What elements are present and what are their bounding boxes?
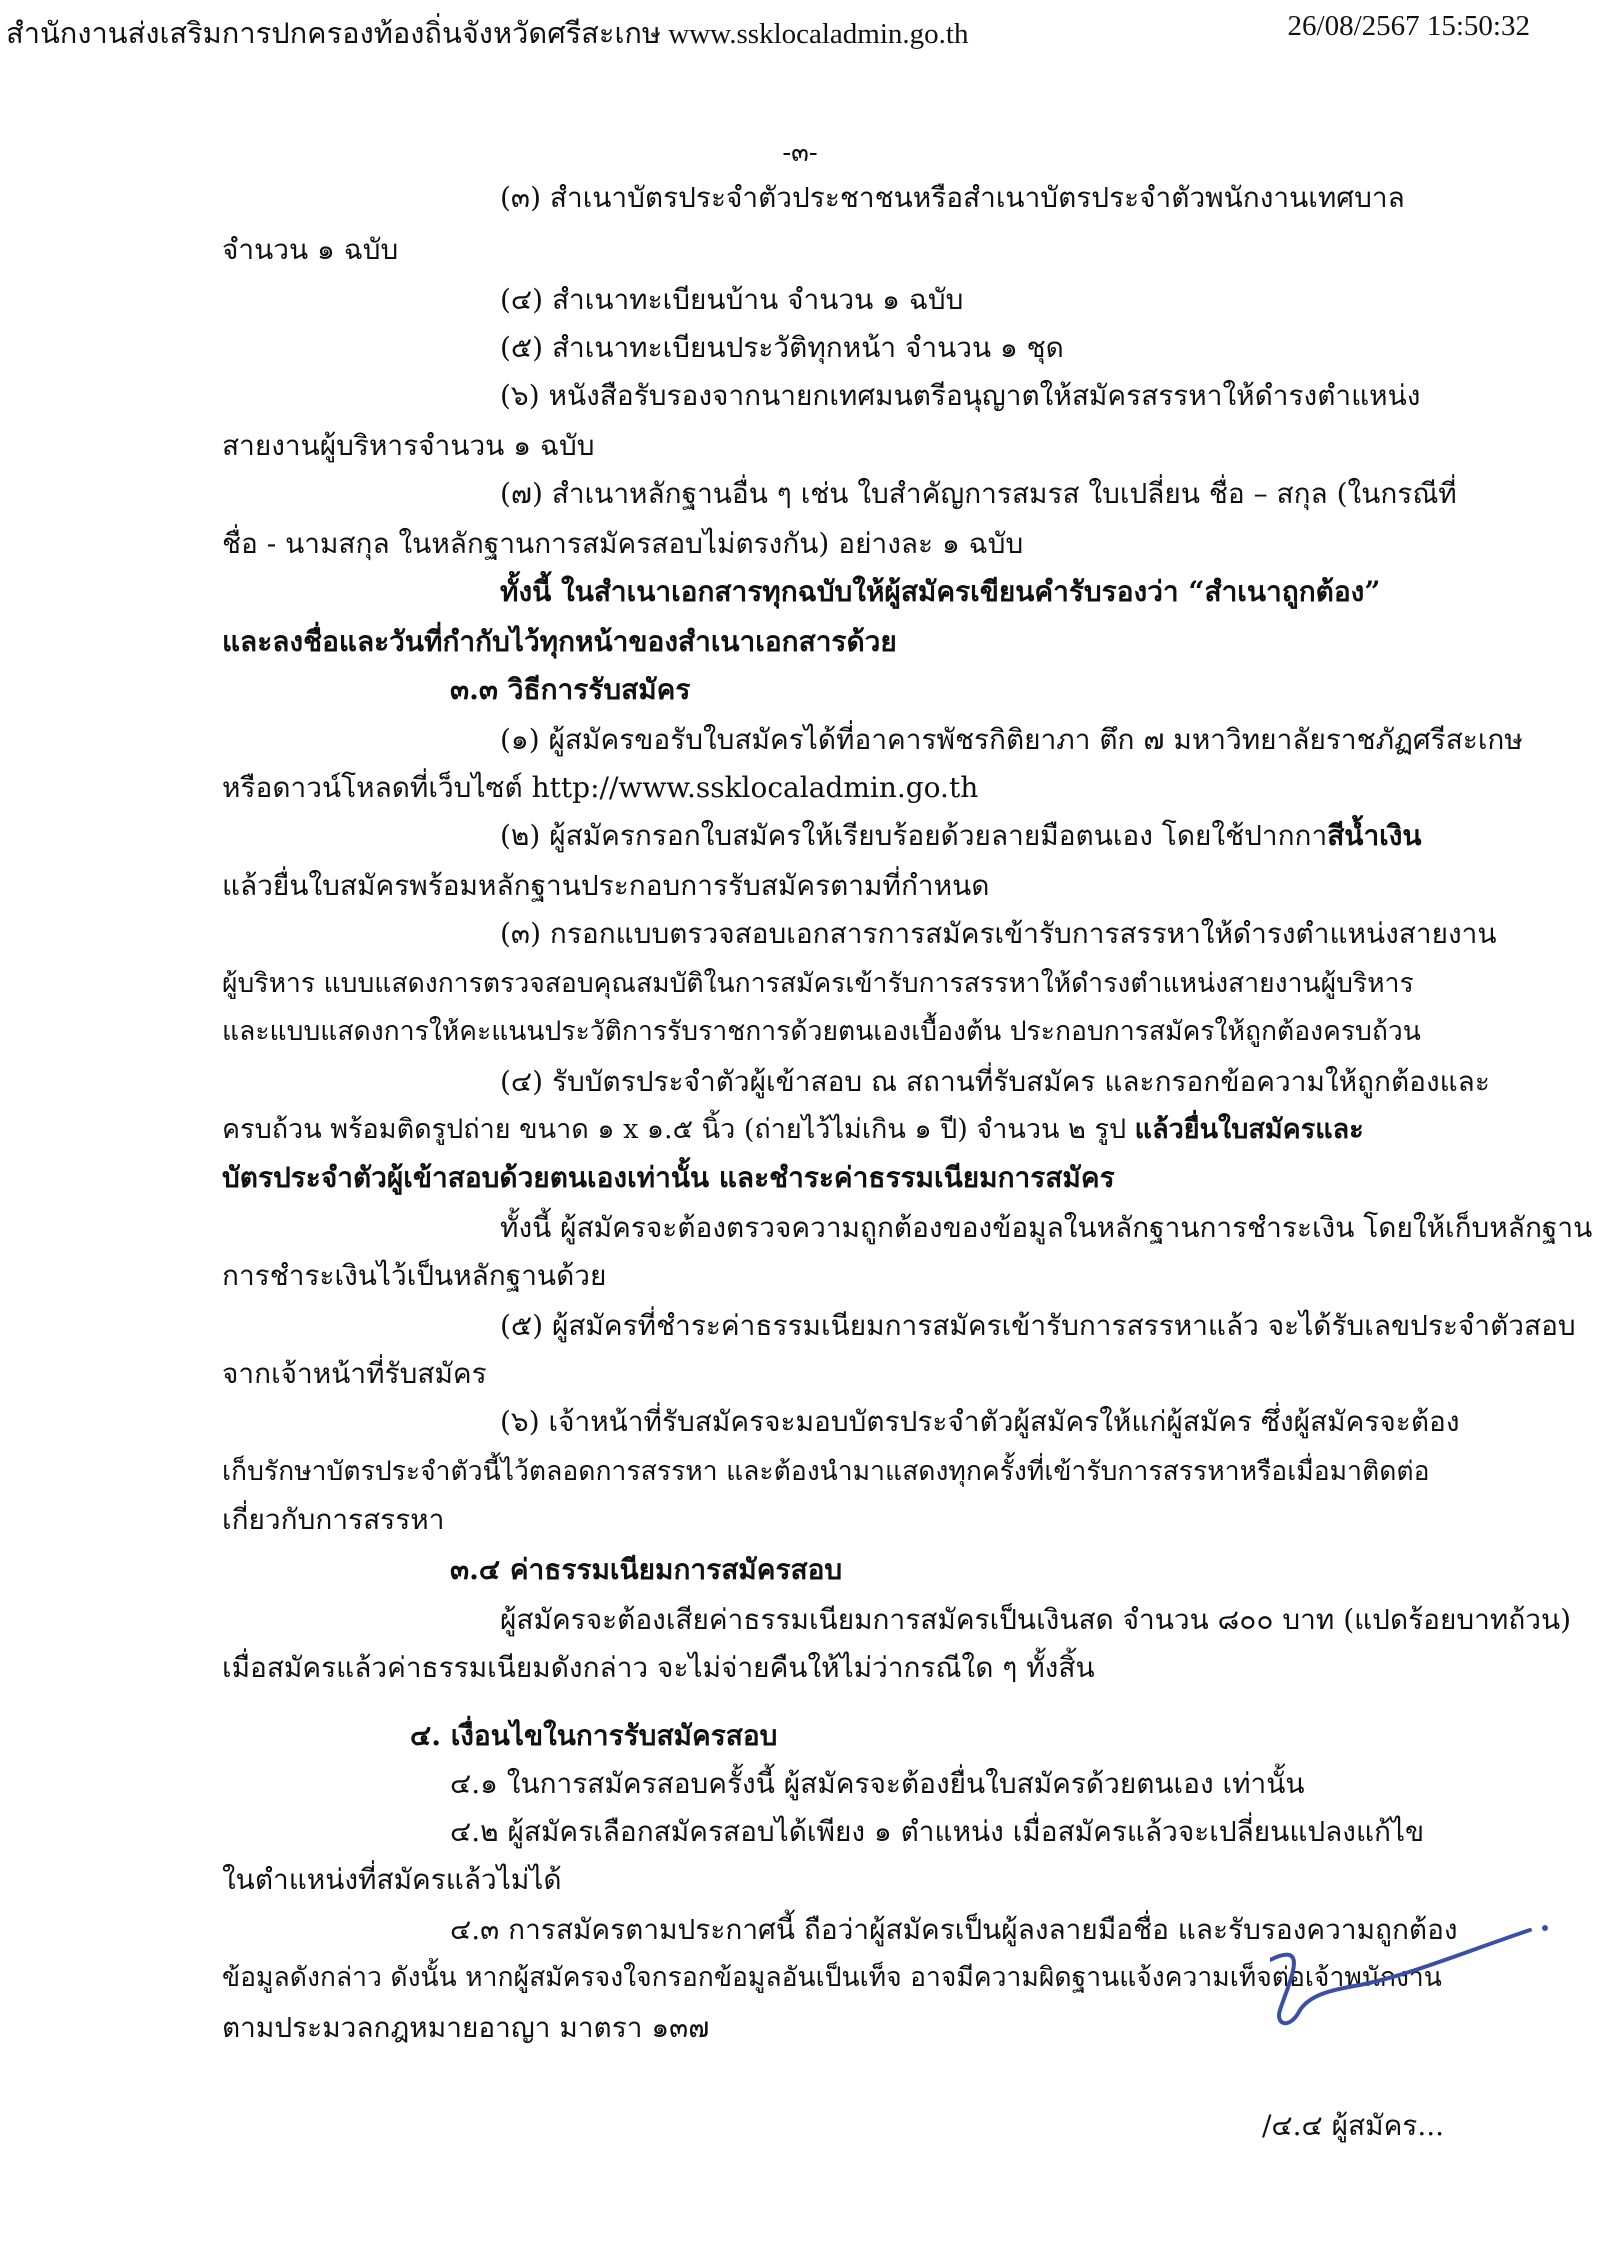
doc-line: (๖) เจ้าหน้าที่รับสมัครจะมอบบัตรประจำตัวผู้สมัครให้แก่ผู้สมัคร ซึ่งผู้สมัครจะต้อง bbox=[500, 1405, 1460, 1438]
doc-line: ข้อมูลดังกล่าว ดังนั้น หากผู้สมัครจงใจกรอกข้อมูลอันเป็นเท็จ อาจมีความผิดฐานแจ้งความเท็จต่อเจ้าพนักงาน bbox=[222, 1962, 1442, 1993]
doc-line: แล้วยื่นใบสมัครพร้อมหลักฐานประกอบการรับสมัครตามที่กำหนด bbox=[222, 869, 990, 902]
timestamp: 26/08/2567 15:50:32 bbox=[1287, 10, 1530, 42]
doc-line: (๔) สำเนาทะเบียนบ้าน จำนวน ๑ ฉบับ bbox=[500, 283, 964, 316]
doc-line: สายงานผู้บริหารจำนวน ๑ ฉบับ bbox=[222, 429, 595, 462]
doc-line: บัตรประจำตัวผู้เข้าสอบด้วยตนเองเท่านั้น และชำระค่าธรรมเนียมการสมัคร bbox=[222, 1161, 1115, 1194]
page-number: -๓- bbox=[782, 138, 818, 168]
section-heading: ๔. เงื่อนไขในการรับสมัครสอบ bbox=[410, 1719, 778, 1752]
doc-line: ผู้สมัครจะต้องเสียค่าธรรมเนียมการสมัครเป็นเงินสด จำนวน ๘๐๐ บาท (แปดร้อยบาทถ้วน) bbox=[500, 1603, 1572, 1636]
doc-line: ๔.๒ ผู้สมัครเลือกสมัครสอบได้เพียง ๑ ตำแหน่ง เมื่อสมัครแล้วจะเปลี่ยนแปลงแก้ไข bbox=[450, 1815, 1425, 1848]
doc-line: จำนวน ๑ ฉบับ bbox=[222, 233, 399, 266]
doc-line: (๖) หนังสือรับรองจากนายกเทศมนตรีอนุญาตให้สมัครสรรหาให้ดำรงตำแหน่ง bbox=[500, 379, 1421, 412]
source-url-text: สำนักงานส่งเสริมการปกครองท้องถิ่นจังหวัดศรีสะเกษ www.ssklocaladmin.go.th bbox=[6, 18, 969, 50]
doc-line: เมื่อสมัครแล้วค่าธรรมเนียมดังกล่าว จะไม่จ่ายคืนให้ไม่ว่ากรณีใด ๆ ทั้งสิ้น bbox=[222, 1651, 1095, 1684]
doc-line: ๔.๑ ในการสมัครสอบครั้งนี้ ผู้สมัครจะต้องยื่นใบสมัครด้วยตนเอง เท่านั้น bbox=[450, 1767, 1305, 1800]
doc-line: และลงชื่อและวันที่กำกับไว้ทุกหน้าของสำเนาเอกสารด้วย bbox=[222, 625, 897, 658]
doc-line: (๓) สำเนาบัตรประจำตัวประชาชนหรือสำเนาบัตรประจำตัวพนักงานเทศบาล bbox=[500, 181, 1405, 214]
doc-line: (๕) สำเนาทะเบียนประวัติทุกหน้า จำนวน ๑ ชุด bbox=[500, 331, 1064, 364]
doc-line: ผู้บริหาร แบบแสดงการตรวจสอบคุณสมบัติในการสมัครเข้ารับการสรรหาให้ดำรงตำแหน่งสายงานผู้บริหาร bbox=[222, 968, 1414, 999]
doc-line: ๔.๓ การสมัครตามประกาศนี้ ถือว่าผู้สมัครเป็นผู้ลงลายมือชื่อ และรับรองความถูกต้อง bbox=[450, 1913, 1458, 1946]
doc-line: (๓) กรอกแบบตรวจสอบเอกสารการสมัครเข้ารับการสรรหาให้ดำรงตำแหน่งสายงาน bbox=[500, 917, 1497, 950]
section-heading: ๓.๓ วิธีการรับสมัคร bbox=[450, 673, 691, 706]
doc-line: ตามประมวลกฎหมายอาญา มาตรา ๑๓๗ bbox=[222, 2011, 710, 2044]
doc-line: จากเจ้าหน้าที่รับสมัคร bbox=[222, 1357, 487, 1390]
doc-line-text: (๒) ผู้สมัครกรอกใบสมัครให้เรียบร้อยด้วยลายมือตนเอง โดยใช้ปากกา bbox=[500, 819, 1328, 852]
continuation-marker: /๔.๔ ผู้สมัคร... bbox=[1262, 2109, 1445, 2142]
doc-line: (๑) ผู้สมัครขอรับใบสมัครได้ที่อาคารพัชรกิติยาภา ตึก ๗ มหาวิทยาลัยราชภัฏศรีสะเกษ bbox=[500, 723, 1523, 756]
signature-mark bbox=[1270, 1920, 1570, 2120]
doc-line: และแบบแสดงการให้คะแนนประวัติการรับราชการด้วยตนเองเบื้องต้น ประกอบการสมัครให้ถูกต้องครบถ้วน bbox=[222, 1016, 1421, 1047]
doc-line: การชำระเงินไว้เป็นหลักฐานด้วย bbox=[222, 1259, 607, 1292]
doc-line: เก็บรักษาบัตรประจำตัวนี้ไว้ตลอดการสรรหา และต้องนำมาแสดงทุกครั้งที่เข้ารับการสรรหาหรือเมื่อมาติดต่อ bbox=[222, 1456, 1430, 1487]
doc-line: (๕) ผู้สมัครที่ชำระค่าธรรมเนียมการสมัครเข้ารับการสรรหาแล้ว จะได้รับเลขประจำตัวสอบ bbox=[500, 1309, 1576, 1342]
doc-line: หรือดาวน์โหลดที่เว็บไซต์ http://www.ssklocaladmin.go.th bbox=[222, 771, 979, 804]
doc-line-emphasis: แล้วยื่นใบสมัครและ bbox=[1134, 1114, 1364, 1145]
doc-line-emphasis: สีน้ำเงิน bbox=[1327, 819, 1422, 852]
doc-line: ในตำแหน่งที่สมัครแล้วไม่ได้ bbox=[222, 1863, 562, 1896]
doc-line: ทั้งนี้ ในสำเนาเอกสารทุกฉบับให้ผู้สมัครเขียนคำรับรองว่า “สำเนาถูกต้อง” bbox=[500, 575, 1381, 608]
doc-line: ทั้งนี้ ผู้สมัครจะต้องตรวจความถูกต้องของข้อมูลในหลักฐานการชำระเงิน โดยให้เก็บหลักฐาน bbox=[500, 1211, 1593, 1244]
doc-line-text: ครบถ้วน พร้อมติดรูปถ่าย ขนาด ๑ x ๑.๕ นิ้ว (ถ่ายไว้ไม่เกิน ๑ ปี) จำนวน ๒ รูป bbox=[222, 1114, 1135, 1145]
section-heading: ๓.๔ ค่าธรรมเนียมการสมัครสอบ bbox=[450, 1553, 843, 1586]
doc-line: (๗) สำเนาหลักฐานอื่น ๆ เช่น ใบสำคัญการสมรส ใบเปลี่ยน ชื่อ – สกุล (ในกรณีที่ bbox=[500, 477, 1457, 510]
page-header bbox=[6, 10, 1530, 50]
doc-line: (๔) รับบัตรประจำตัวผู้เข้าสอบ ณ สถานที่รับสมัคร และกรอกข้อความให้ถูกต้องและ bbox=[500, 1065, 1490, 1098]
doc-line bbox=[500, 818, 1422, 854]
doc-line: ชื่อ - นามสกุล ในหลักฐานการสมัครสอบไม่ตรงกัน) อย่างละ ๑ ฉบับ bbox=[222, 527, 1024, 560]
doc-line bbox=[222, 1112, 1364, 1148]
doc-line: เกี่ยวกับการสรรหา bbox=[222, 1503, 445, 1536]
